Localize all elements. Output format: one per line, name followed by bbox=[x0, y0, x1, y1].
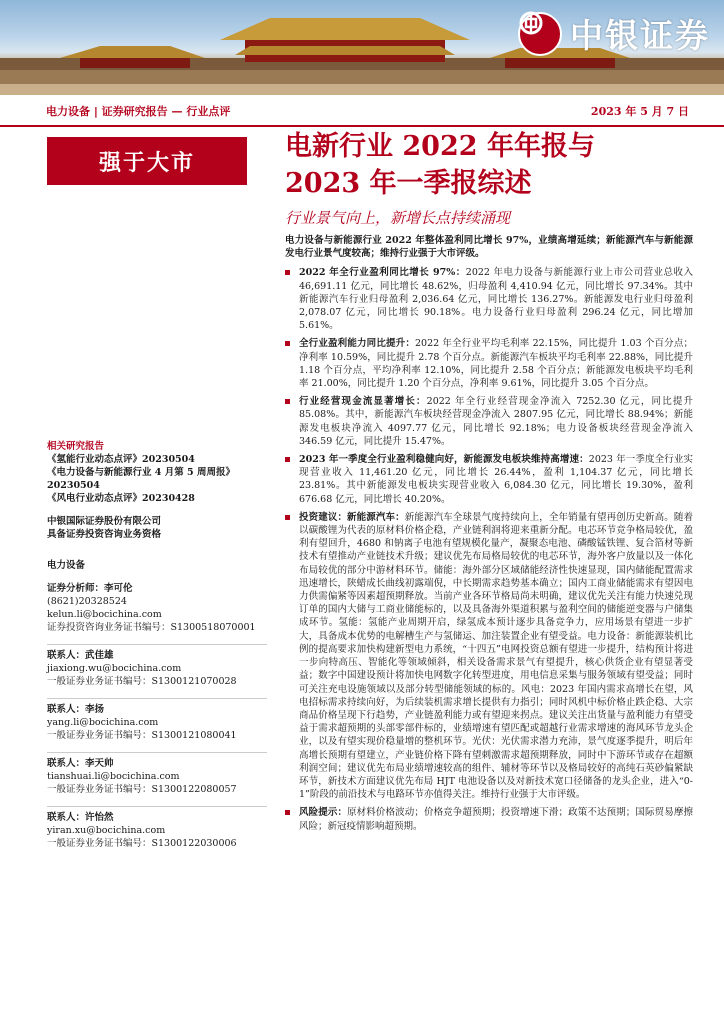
bullet-text: 原材料价格波动；价格竞争超预期；投资增速下滑；政策不达预期；国际贸易摩擦风险；新冠疫情影响超预期。 bbox=[299, 807, 693, 832]
title-line-1: 电新行业 2022 年年报与 bbox=[285, 131, 595, 162]
bullet-text: 新能源汽车全球景气度持续向上，全年销量有望再创历史新高。随着以碳酸锂为代表的原材料价格企稳，产业链利润将迎来重新分配。电芯环节竞争格局较优，盈利有望回升，4680 和钠离子电池有望规模化量产，凝聚态电池、磷酸锰铁锂、复合箔材等新技术有望推动产业链技术升级；建议优先布局格局较优的电芯环节，海外客户放量以及一体化布局较优的部分中游材料环节。储能：海外部分区域储能经济性快速显现，国内储能配置需求迅速增长，陕蜡成长曲线初露端倪，中长期需求趋势基本确立；国内工商业储能需求有望因电力供需偏紧等因素超预期释放。当前产业各环节格局尚未明确，建议优先关注有能力快速兑现订单的国内大储与工商业储能标的，以及具备海外渠道积累与盈利空间的储能逆变器与户储集成环节。氢能：氢能产业周期开启，绿氢成本预计逐步具备竞争力，应用场景有望进一步扩大，具备成本优势的电解槽生产与氢储运、加注装置企业有望受益。电力设备：新能源装机比例的提高要求加快构建新型电力系统，“十四五”电网投资总额有望进一步提升，结构预计将进一步向特高压、智能化等领域倾斜，相关设备需求景气有望提升，核心供货企业有望显著受益；数字中国建设预计将加快电网数字化转型进度，用电信息采集与服务领域有望受益；同时可关注充电设施领域以及部分转型储能领域的标的。风电：2023 年国内需求高增长在望，风电招标需求持续向好，为后续装机需求增长提供有力指引；同时风机中标价格止跌企稳、大宗商品价格呈现下行趋势，产业链盈利能力或有望迎来拐点。建议关注出货量与盈利能力有望受益于需求超预期的头部零部件标的，业绩增速有望匹配或超越行业需求增速的海风环节龙头企业，以及有望实现价稳量增的整机环节。光伏：光伏需求潜力充沛，景气度逐季提升，明后年高增长预期有望建立，产业链价格下降有望刺激需求超预期释放，同时中下游环节或存在超额利润空间；建议优先布局业绩增速较高的组件、辅材等环节以及格局较好的高纯石英砂偏紧缺环节，新技术方面建议优先布局 HJT 电池设备以及对新技术宽口径储备的龙头企业，进入“0-1”阶段的前沿技术与电路环节亦值得关注。维持行业强于大市评级。 bbox=[299, 511, 693, 801]
company-name: 中银国际证券股份有限公司 bbox=[47, 516, 162, 527]
report-header-bar bbox=[0, 97, 724, 127]
company-qualification: 具备证券投资咨询业务资格 bbox=[47, 529, 162, 540]
analyst-email: kelun.li@bocichina.com bbox=[47, 609, 162, 620]
contact-block bbox=[47, 698, 267, 742]
bullet-icon bbox=[285, 810, 290, 815]
analyst-cert: 证券投资咨询业务证书编号：S1300518070001 bbox=[47, 622, 256, 633]
contact-block bbox=[47, 644, 267, 688]
bullet-icon bbox=[285, 399, 290, 404]
bank-logo bbox=[518, 10, 710, 57]
bullet-text: 2022 年全行业经营现金净流入 7252.30 亿元，同比提升 85.08%。其中，新能源汽车板块经营现金净流入 2807.95 亿元，同比增长 88.94%；新能源发电板块净流入 4097.77 亿元，同比增长 92.18%；电力设备板块经营现金净流入 346.59 亿元，同比提升 15.47%。 bbox=[299, 396, 693, 447]
boc-logo-icon bbox=[518, 12, 562, 56]
summary-paragraph: 电力设备与新能源行业 2022 年整体盈利同比增长 97%，业绩高增延续；新能源汽车与新能源发电行业景气度较高；维持行业强于大市评级。 bbox=[285, 235, 693, 260]
bullet-text: 2022 年全行业平均毛利率 22.15%，同比提升 1.03 个百分点；净利率 10.59%，同比提升 2.78 个百分点。新能源汽车板块平均毛利率 22.88%，同比提升 1.18 个百分点，平均净利率 12.10%，同比提升 2.58 个百分点；新能源发电板块平均毛利率 21.00%，同比提升 1.20 个百分点，净利率 9.61%，同比提升 3.05 个百分点。 bbox=[299, 338, 693, 390]
bullet-item bbox=[285, 395, 693, 453]
contact-cert: 一般证券业务证书编号：S1300122030006 bbox=[47, 838, 237, 849]
main-content bbox=[285, 234, 693, 838]
sector-label: 电力设备 bbox=[47, 560, 86, 571]
related-reports bbox=[47, 440, 267, 505]
bullet-lead: 2022 年全行业盈利同比增长 97%： bbox=[299, 267, 466, 279]
bullet-lead: 2023 年一季度全行业盈利稳健向好，新能源发电板块维持高增速： bbox=[299, 454, 589, 466]
related-report-item: 《氢能行业动态点评》20230504 bbox=[47, 454, 195, 465]
bullet-lead: 投资建议：新能源汽车： bbox=[299, 511, 405, 523]
bullet-lead: 风险提示： bbox=[299, 807, 348, 819]
bullet-item bbox=[285, 453, 693, 511]
contact-cert: 一般证券业务证书编号：S1300121080041 bbox=[47, 730, 237, 741]
report-title bbox=[285, 128, 695, 202]
bullet-icon bbox=[285, 515, 290, 520]
contact-name: 联系人：李天帅 bbox=[47, 758, 114, 769]
report-category: 电力设备 | 证券研究报告 — 行业点评 bbox=[46, 105, 231, 118]
bullet-lead: 行业经营现金流显著增长： bbox=[299, 396, 427, 408]
bullet-icon bbox=[285, 270, 290, 275]
contact-email: jiaxiong.wu@bocichina.com bbox=[47, 663, 182, 674]
contact-email: yang.li@bocichina.com bbox=[47, 717, 159, 728]
bullet-item bbox=[285, 266, 693, 337]
bullet-lead: 全行业盈利能力同比提升： bbox=[299, 338, 416, 350]
rating-badge: 强于大市 bbox=[47, 137, 247, 185]
contact-name: 联系人：武佳雄 bbox=[47, 650, 114, 661]
title-line-2: 2023 年一季报综述 bbox=[285, 168, 532, 199]
contact-email: yiran.xu@bocichina.com bbox=[47, 825, 166, 836]
analyst-name: 证券分析师：李可伦 bbox=[47, 583, 133, 594]
bullet-icon bbox=[285, 457, 290, 462]
contact-email: tianshuai.li@bocichina.com bbox=[47, 771, 180, 782]
sidebar bbox=[47, 440, 267, 860]
analyst-block bbox=[47, 582, 267, 634]
contact-block bbox=[47, 806, 267, 850]
header-banner-photo bbox=[0, 0, 724, 95]
bullet-icon bbox=[285, 341, 290, 346]
contact-name: 联系人：李扬 bbox=[47, 704, 105, 715]
report-subtitle: 行业景气向上，新增长点持续涌现 bbox=[285, 209, 511, 227]
contact-cert: 一般证券业务证书编号：S1300122080057 bbox=[47, 784, 237, 795]
related-report-item: 《风电行业动态点评》20230428 bbox=[47, 493, 195, 504]
bullet-item bbox=[285, 337, 693, 395]
contact-block bbox=[47, 752, 267, 796]
bullet-text: 2022 年电力设备与新能源行业上市公司营业总收入 46,691.11 亿元，同比增长 48.62%，归母盈利 4,410.94 亿元，同比增长 97.34%。其中新能源汽车行业归母盈利 2,036.64 亿元，同比增长 136.27%。新能源发电行业归母盈利 2,078.07 亿元，同比增长 90.18%。电力设备行业归母盈利 296.24 亿元，同比增加 5.61%。 bbox=[299, 267, 693, 332]
bullet-item bbox=[285, 806, 693, 837]
analyst-phone: (8621)20328524 bbox=[47, 596, 127, 607]
related-reports-title: 相关研究报告 bbox=[47, 441, 105, 452]
company-info bbox=[47, 515, 267, 541]
brand-name: 中银证券 bbox=[570, 16, 710, 55]
contact-cert: 一般证券业务证书编号：S1300121070028 bbox=[47, 676, 237, 687]
contact-name: 联系人：许怡然 bbox=[47, 812, 114, 823]
related-report-item: 《电力设备与新能源行业 4 月第 5 周周报》20230504 bbox=[47, 467, 235, 491]
bullet-item bbox=[285, 511, 693, 806]
report-date: 2023 年 5 月 7 日 bbox=[590, 105, 689, 118]
bullet-text: 2023 年一季度全行业实现营业收入 11,461.20 亿元，同比增长 26.44%，盈利 1,104.37 亿元，同比增长 23.81%。其中新能源发电板块实现营业收入 6,084.30 亿元，同比增长 19.30%，盈利 676.68 亿元，同比增长 40.20%。 bbox=[299, 454, 694, 505]
